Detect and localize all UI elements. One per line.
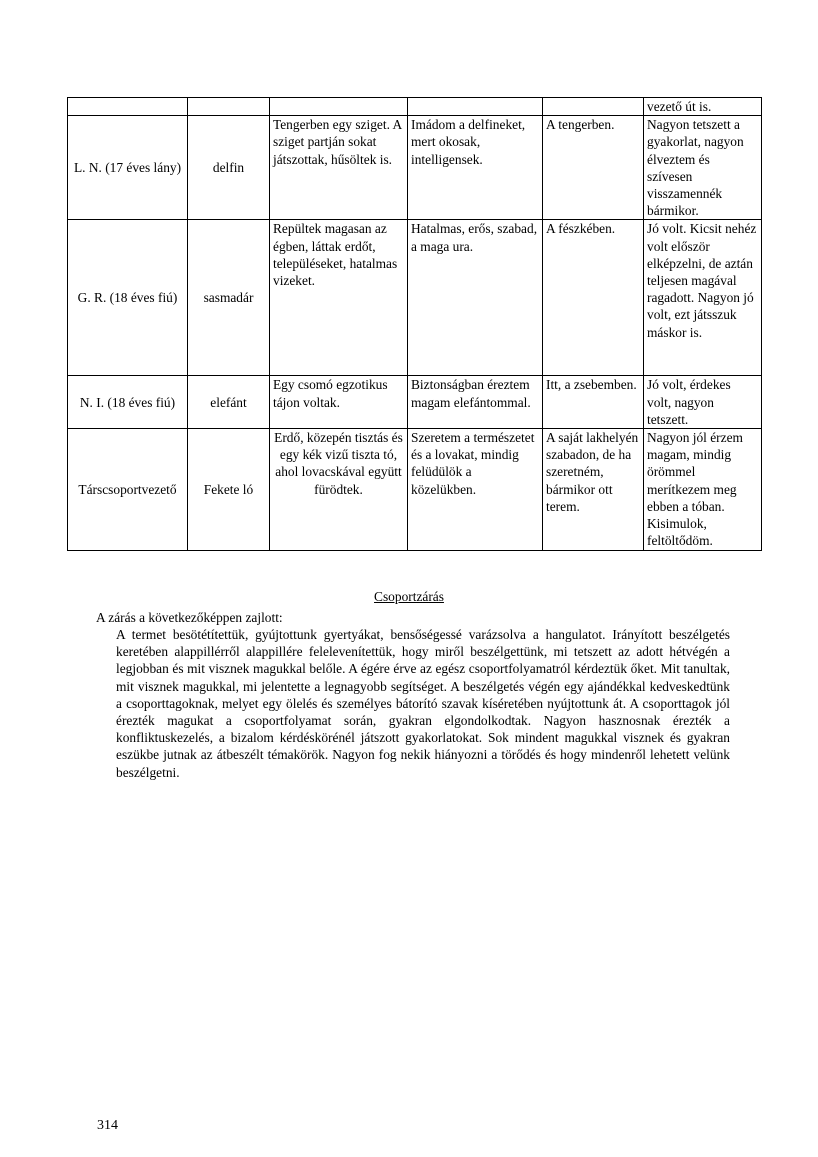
body-paragraph: A termet besötétítettük, gyújtottunk gyertyákat, bensőségessé varázsolva a hangulatot. Irányított beszélgetés keretében alappillérről alappillére felelevenítettük, hogy miről beszélgettünk, mi tetszett az adott hétvégén a legjobban és mit visznek magukkal belőle. A égére érve az egész csoportfolyamatról kérdeztük őket. Mit tanultak, mit visznek magukkal, mi jelentette a legnagyobb segítséget. A beszélgetés végén egy ajándékkal kedveskedtünk a csoporttagoknak, melyet egy ölelés és személyes bátorító szavak kíséretében nyújtottunk át. A csoporttagok jól érezték magukat a csoportfolyamat során, gyakran elgondolkodtak. Nagyon hasznosnak érezték a konfliktuskezelés, a bizalom kérdéskörénél játszott gyakorlatokat. Sok mindent magukkal visznek és gyakran eszükbe jutnak az átbeszélt témakörök. Nagyon fog nekik hiányozni a törődés és hogy mindenről lehetett velünk beszélgetni. bbox=[116, 627, 730, 780]
feeling-cell: Jó volt, érdekes volt, nagyon tetszett. bbox=[644, 376, 762, 429]
animal-cell: delfin bbox=[188, 116, 270, 220]
reason-cell: Imádom a delfineket, mert okosak, intelligensek. bbox=[408, 116, 543, 220]
participant-cell: N. I. (18 éves fiú) bbox=[68, 376, 188, 429]
reason-cell bbox=[408, 98, 543, 116]
results-table bbox=[67, 97, 762, 551]
animal-cell: elefánt bbox=[188, 376, 270, 429]
place-cell: Tengerben egy sziget. A sziget partján sokat játszottak, hűsöltek is. bbox=[270, 116, 408, 220]
place-cell: Egy csomó egzotikus tájon voltak. bbox=[270, 376, 408, 429]
table-row bbox=[68, 376, 762, 429]
place-cell: Erdő, közepén tisztás és egy kék vizű tiszta tó, ahol lovacskával együtt fürödtek. bbox=[270, 429, 408, 551]
feeling-cell: Jó volt. Kicsit nehéz volt először elképzelni, de aztán teljesen magával ragadott. Nagyon jó volt, ezt játsszuk máskor is. bbox=[644, 220, 762, 376]
feeling-cell: Nagyon jól érzem magam, mindig örömmel merítkezem meg ebben a tóban. Kisimulok, feltöltődöm. bbox=[644, 429, 762, 551]
table-row bbox=[68, 429, 762, 551]
participant-cell bbox=[68, 98, 188, 116]
safe-place-cell: A fészkében. bbox=[543, 220, 644, 376]
safe-place-cell bbox=[543, 98, 644, 116]
table-row bbox=[68, 116, 762, 220]
animal-cell bbox=[188, 98, 270, 116]
intro-line: A zárás a következőképpen zajlott: bbox=[96, 610, 283, 625]
feeling-cell: vezető út is. bbox=[644, 98, 762, 116]
table-row bbox=[68, 220, 762, 376]
table-row bbox=[68, 98, 762, 116]
safe-place-cell: Itt, a zsebemben. bbox=[543, 376, 644, 429]
participant-cell: G. R. (18 éves fiú) bbox=[68, 220, 188, 376]
place-cell bbox=[270, 98, 408, 116]
safe-place-cell: A saját lakhelyén szabadon, de ha szeretném, bármikor ott terem. bbox=[543, 429, 644, 551]
reason-cell: Hatalmas, erős, szabad, a maga ura. bbox=[408, 220, 543, 376]
feeling-cell: Nagyon tetszett a gyakorlat, nagyon élveztem és szívesen visszamennék bármikor. bbox=[644, 116, 762, 220]
safe-place-cell: A tengerben. bbox=[543, 116, 644, 220]
reason-cell: Szeretem a természetet és a lovakat, mindig felüdülök a közelükben. bbox=[408, 429, 543, 551]
place-cell: Repültek magasan az égben, láttak erdőt, településeket, hatalmas vizeket. bbox=[270, 220, 408, 376]
animal-cell: sasmadár bbox=[188, 220, 270, 376]
page-number: 314 bbox=[97, 1118, 118, 1133]
participant-cell: Társcsoportvezető bbox=[68, 429, 188, 551]
animal-cell: Fekete ló bbox=[188, 429, 270, 551]
participant-cell: L. N. (17 éves lány) bbox=[68, 116, 188, 220]
section-title: Csoportzárás bbox=[374, 589, 444, 604]
reason-cell: Biztonságban éreztem magam elefántommal. bbox=[408, 376, 543, 429]
